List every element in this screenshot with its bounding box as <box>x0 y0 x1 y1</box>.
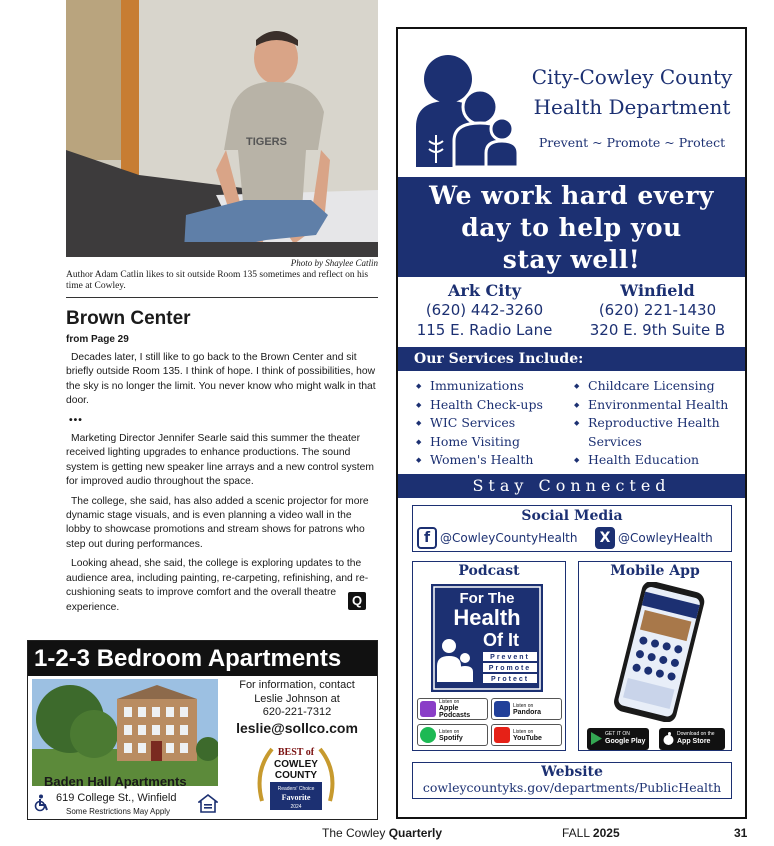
apple-podcasts-badge[interactable] <box>417 698 488 720</box>
location-phone: (620) 442-3260 <box>425 301 544 319</box>
contact-phone: 620-221-7312 <box>262 706 332 718</box>
x-link[interactable] <box>595 527 713 549</box>
health-department-name <box>522 62 742 122</box>
store-small-text: GET IT ON <box>605 731 630 737</box>
apartment-building-photo <box>32 679 218 786</box>
apartment-name: Baden Hall Apartments <box>44 774 187 789</box>
x-handle: @CowleyHealth <box>618 531 713 545</box>
season: FALL <box>562 826 593 840</box>
name-line: City-Cowley County <box>531 65 733 89</box>
social-media-title: Social Media <box>521 508 623 524</box>
banner-line: We work hard every <box>429 181 714 210</box>
podcast-art-line: Prevent <box>490 654 530 661</box>
wheelchair-accessible-icon <box>33 794 49 812</box>
podcast-art-line: Protect <box>490 676 530 683</box>
article-title: Brown Center <box>66 308 191 329</box>
podcast-art-line: For The <box>459 590 515 607</box>
service-item: ◆ Immunizations <box>416 377 543 396</box>
contact-line: Leslie Johnson at <box>254 692 340 705</box>
page-number: 31 <box>734 826 748 840</box>
badge-cowley: COWLEY <box>274 759 318 770</box>
stay-connected-bar: Stay Connected <box>398 474 745 498</box>
services-list-left <box>416 377 543 470</box>
facebook-icon: f <box>417 527 437 549</box>
photo-caption: Author Adam Catlin likes to sit outside Room 135 sometimes and reflect on his time at Cowley. <box>66 270 369 291</box>
shirt-text: TIGERS <box>246 136 287 148</box>
x-icon: X <box>595 527 615 549</box>
end-mark-icon: Q <box>348 592 366 610</box>
store-label: App Store <box>677 738 711 745</box>
article-continued-from: from Page 29 <box>66 334 129 345</box>
health-department-ad <box>396 27 747 819</box>
issue-season <box>562 826 620 840</box>
article-body <box>66 351 378 620</box>
website-box <box>412 762 732 799</box>
location-address: 115 E. Radio Lane <box>416 321 553 339</box>
badge-choice: Readers' Choice <box>277 786 315 792</box>
apple-icon <box>663 732 674 745</box>
badge-year: 2024 <box>290 804 302 810</box>
facebook-handle: @CowleyCountyHealth <box>440 531 578 545</box>
mobile-app-title: Mobile App <box>610 563 700 579</box>
pandora-icon <box>494 701 510 717</box>
badge-small-text: Listen on <box>513 702 534 709</box>
service-item: ◆ Women's Health <box>416 451 543 470</box>
services-heading: Our Services Include: <box>398 347 745 371</box>
article-paragraph: Decades later, I still like to go back to the Brown Center and sit briefly outside Room 135. I think of hope. I think of possibilities, how the sky is no longer the limit. You never know who might walk in that door. <box>66 352 376 407</box>
services-list-right <box>574 377 728 470</box>
article-paragraph: Looking ahead, she said, the college is exploring updates to the audience area, including painting, re-carpeting, refinishing, and re-cushioning seats to improve comfort and the overall theatre experience. <box>66 558 369 613</box>
contact-email: leslie@sollco.com <box>236 719 358 736</box>
apple-podcasts-icon <box>420 701 436 717</box>
badge-label: Spotify <box>439 734 463 742</box>
mission-banner <box>398 177 745 277</box>
for-the-health-of-it-art <box>431 584 543 692</box>
podcast-art-line: Promote <box>488 665 532 672</box>
name-line: Health Department <box>533 95 731 119</box>
service-item: ◆ Childcare Licensing <box>574 377 728 396</box>
podcast-box <box>412 561 566 751</box>
badge-small-text: Listen on <box>513 728 534 735</box>
health-department-logo-icon <box>414 49 518 167</box>
publication-name <box>322 826 442 840</box>
service-item: ◆ Home Visiting <box>416 433 543 452</box>
article-paragraph: The college, she said, has also added a scenic projector for more dynamic stage visuals, and is even planning a video wall in the lobby to showcase promotions and stream shows for patrons who step out during performances. <box>66 495 369 550</box>
youtube-icon <box>494 727 510 743</box>
equal-housing-icon <box>198 794 218 814</box>
location-city: Winfield <box>620 281 695 300</box>
service-item: ◆ Environmental Health <box>574 396 728 415</box>
podcast-art-line: Of It <box>483 630 519 650</box>
service-item-continued: Services <box>588 433 642 449</box>
author-photo <box>66 0 378 257</box>
badge-label: Pandora <box>513 708 542 716</box>
location-address: 320 E. 9th Suite B <box>589 321 726 339</box>
service-item: ◆ WIC Services <box>416 414 543 433</box>
location-ark-city <box>398 281 571 340</box>
service-item: ◆ Reproductive Health <box>574 414 728 433</box>
location-city: Ark City <box>448 281 521 300</box>
apartment-restrictions: Some Restrictions May Apply <box>66 807 171 816</box>
publication-bold: Quarterly <box>388 826 443 840</box>
badge-label: YouTube <box>513 734 542 742</box>
apartments-ad <box>27 640 378 820</box>
badge-best: BEST of <box>277 747 315 758</box>
podcast-art-line: Health <box>453 605 521 630</box>
store-small-text: Download on the <box>677 731 715 737</box>
banner-line: day to help you <box>461 213 682 242</box>
badge-small-text: Listen on <box>439 728 460 735</box>
year: 2025 <box>592 826 620 840</box>
app-store-badge[interactable] <box>659 728 725 750</box>
service-item: ◆ Health Education <box>574 451 728 470</box>
article-paragraph: Marketing Director Jennifer Searle said this summer the theater received lighting upgrades to enhance productions. The sound system is getting new speaker line arrays and a new control system for improved audio throughout the space. <box>66 433 374 488</box>
facebook-link[interactable] <box>417 527 578 549</box>
badge-county: COUNTY <box>274 770 318 781</box>
apartment-address: 619 College St., Winfield <box>56 792 177 804</box>
service-item: ◆ Health Check-ups <box>416 396 543 415</box>
google-play-badge[interactable] <box>587 728 649 750</box>
apartments-headline: 1-2-3 Bedroom Apartments <box>28 641 377 676</box>
spotify-badge[interactable] <box>417 724 488 746</box>
spotify-icon <box>420 727 436 743</box>
best-of-cowley-badge <box>254 741 338 817</box>
youtube-badge[interactable] <box>491 724 562 746</box>
location-phone: (620) 221-1430 <box>598 301 717 319</box>
location-winfield <box>571 281 744 340</box>
divider <box>66 297 378 298</box>
badge-label: Apple Podcasts <box>439 705 471 719</box>
badge-small-text: Listen on <box>439 699 460 705</box>
store-label: Google Play <box>605 738 646 745</box>
photo-credit: Photo by Shaylee Catlin <box>290 258 378 268</box>
mobile-app-box <box>578 561 732 751</box>
pandora-badge[interactable] <box>491 698 562 720</box>
health-department-tagline: Prevent ~ Promote ~ Protect <box>538 135 726 150</box>
apartment-contact <box>222 679 372 735</box>
contact-line: For information, contact <box>239 679 355 691</box>
social-media-box <box>412 505 732 552</box>
section-separator: ••• <box>69 414 83 426</box>
banner-line: stay well! <box>502 245 641 274</box>
website-link[interactable]: cowleycountyks.gov/departments/PublicHealth <box>422 780 722 795</box>
phone-screenshot <box>595 582 717 722</box>
badge-favorite: Favorite <box>281 793 311 802</box>
publication-prefix: The Cowley <box>322 826 389 840</box>
podcast-title: Podcast <box>458 563 520 579</box>
website-title: Website <box>541 764 603 780</box>
google-play-icon <box>591 732 602 745</box>
